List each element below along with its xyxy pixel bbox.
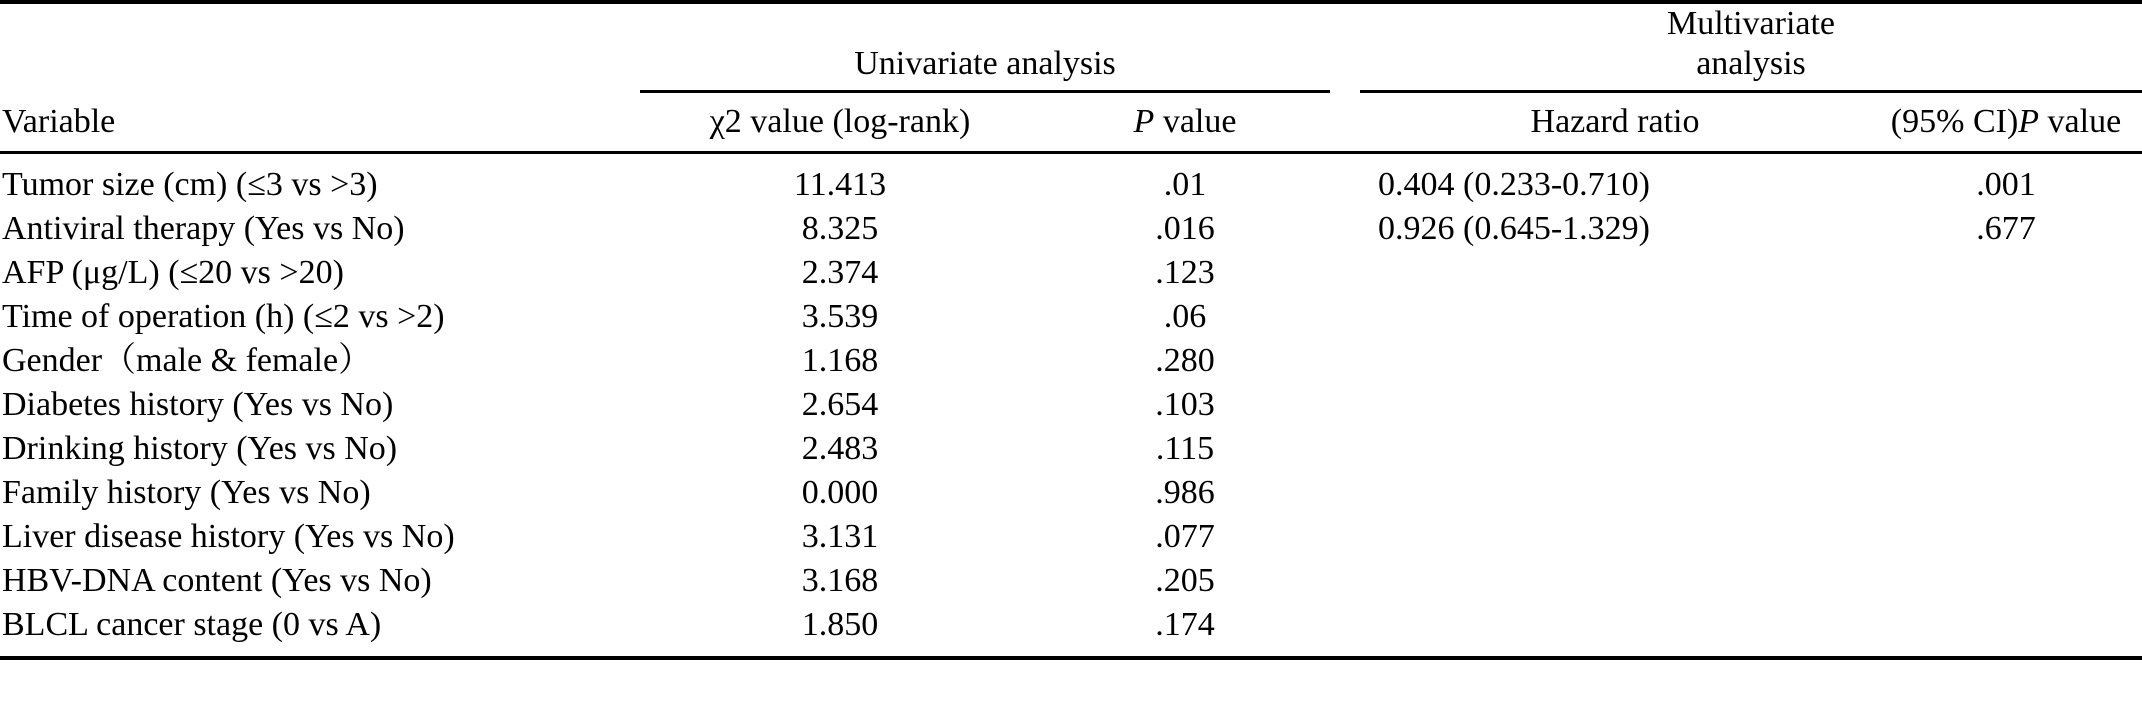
table-row [0, 603, 2142, 656]
cell-gap [1330, 471, 1360, 515]
cell-chi-square: 2.654 [801, 386, 879, 424]
column-header-hazard-ratio: Hazard ratio [1360, 92, 1870, 153]
cell-p-multivariate [1870, 383, 2142, 427]
group-header-multivariate [1360, 2, 2142, 92]
cell-variable: Liver disease history (Yes vs No) [2, 518, 455, 556]
cell-hazard-ratio: 0.404 (0.233-0.710) [1378, 166, 1650, 204]
cell-gap [1330, 427, 1360, 471]
table-row [0, 383, 2142, 427]
group-header-gap [1330, 2, 1360, 92]
cell-chi-square: 3.539 [801, 298, 879, 336]
cell-chi-square: 2.374 [801, 254, 879, 292]
cell-p-multivariate [1870, 559, 2142, 603]
cell-chi-square: 3.168 [801, 562, 879, 600]
table-row [0, 153, 2142, 208]
column-header-gap [1330, 92, 1360, 153]
cell-gap [1330, 339, 1360, 383]
cell-p-multivariate [1870, 251, 2142, 295]
table-row [0, 559, 2142, 603]
column-header-chi-square: χ2 value (log-rank) [640, 92, 1040, 153]
table-bottom-rule [0, 656, 2142, 658]
cell-hazard-ratio: 0.926 (0.645-1.329) [1378, 210, 1650, 248]
cell-hazard-ratio [1360, 251, 1870, 295]
cell-chi-square: 1.850 [801, 606, 879, 644]
p-italic-uni: P [1133, 103, 1155, 141]
cell-hazard-ratio [1360, 559, 1870, 603]
ci-label: (95% CI) [1890, 103, 2019, 141]
cell-gap [1330, 295, 1360, 339]
cell-hazard-ratio [1360, 603, 1870, 656]
cell-p-univariate: .115 [1155, 430, 1215, 468]
cell-gap [1330, 559, 1360, 603]
cell-hazard-ratio [1360, 515, 1870, 559]
cell-p-univariate: .077 [1155, 518, 1215, 556]
group-header-multivariate-line1: Multivariate [1666, 5, 1836, 42]
cell-variable: Tumor size (cm) (≤3 vs >3) [2, 166, 378, 204]
cell-hazard-ratio [1360, 471, 1870, 515]
cell-p-multivariate [1870, 515, 2142, 559]
column-header-p-value-univariate [1040, 92, 1330, 153]
cell-p-univariate: .280 [1155, 342, 1215, 380]
table-row [0, 251, 2142, 295]
cell-hazard-ratio [1360, 295, 1870, 339]
table-row [0, 515, 2142, 559]
cell-chi-square: 8.325 [801, 210, 879, 248]
cell-p-multivariate: .001 [1976, 166, 2036, 204]
cell-variable: BLCL cancer stage (0 vs A) [2, 606, 382, 644]
cell-p-multivariate [1870, 603, 2142, 656]
column-header-variable: Variable [0, 92, 640, 153]
cell-gap [1330, 515, 1360, 559]
p-rest-multi: value [2039, 103, 2122, 141]
cell-p-multivariate [1870, 427, 2142, 471]
cell-gap [1330, 251, 1360, 295]
cell-variable: Diabetes history (Yes vs No) [2, 386, 394, 424]
cell-p-univariate: .123 [1155, 254, 1215, 292]
cell-p-multivariate: .677 [1976, 210, 2036, 248]
table-row [0, 339, 2142, 383]
cell-variable: Gender（male & female） [2, 342, 373, 380]
cell-chi-square: 3.131 [801, 518, 879, 556]
cell-hazard-ratio [1360, 339, 1870, 383]
cell-p-univariate: .103 [1155, 386, 1215, 424]
cell-p-univariate: .01 [1163, 166, 1207, 204]
cell-p-univariate: .986 [1155, 474, 1215, 512]
cell-p-univariate: .174 [1155, 606, 1215, 644]
table-row [0, 295, 2142, 339]
cell-gap [1330, 207, 1360, 251]
cell-variable: HBV-DNA content (Yes vs No) [2, 562, 432, 600]
cell-p-univariate: .016 [1155, 210, 1215, 248]
cell-variable: Family history (Yes vs No) [2, 474, 371, 512]
table-row [0, 471, 2142, 515]
table-row [0, 427, 2142, 471]
cell-variable: AFP (μg/L) (≤20 vs >20) [2, 254, 344, 292]
group-header-row [0, 2, 2142, 92]
cell-p-multivariate [1870, 339, 2142, 383]
table-row [0, 207, 2142, 251]
column-header-row [0, 92, 2142, 153]
cell-gap [1330, 153, 1360, 208]
cell-variable: Drinking history (Yes vs No) [2, 430, 398, 468]
cell-hazard-ratio [1360, 427, 1870, 471]
cell-variable: Antiviral therapy (Yes vs No) [2, 210, 405, 248]
cell-p-univariate: .06 [1163, 298, 1207, 336]
group-header-univariate: Univariate analysis [640, 2, 1330, 92]
cell-p-multivariate [1870, 471, 2142, 515]
cell-chi-square: 1.168 [801, 342, 879, 380]
cell-variable: Time of operation (h) (≤2 vs >2) [2, 298, 445, 336]
cell-gap [1330, 383, 1360, 427]
cell-chi-square: 0.000 [801, 474, 879, 512]
cell-p-univariate: .205 [1155, 562, 1215, 600]
cell-chi-square: 2.483 [801, 430, 879, 468]
cell-gap [1330, 603, 1360, 656]
cell-hazard-ratio [1360, 383, 1870, 427]
cell-p-multivariate [1870, 295, 2142, 339]
cell-chi-square: 11.413 [793, 166, 887, 204]
column-header-ci-p-value [1870, 92, 2142, 153]
p-rest-uni: value [1154, 103, 1237, 141]
group-header-multivariate-line2: analysis [1696, 45, 1806, 83]
p-italic-multi: P [2018, 103, 2040, 141]
group-header-empty [0, 2, 640, 92]
